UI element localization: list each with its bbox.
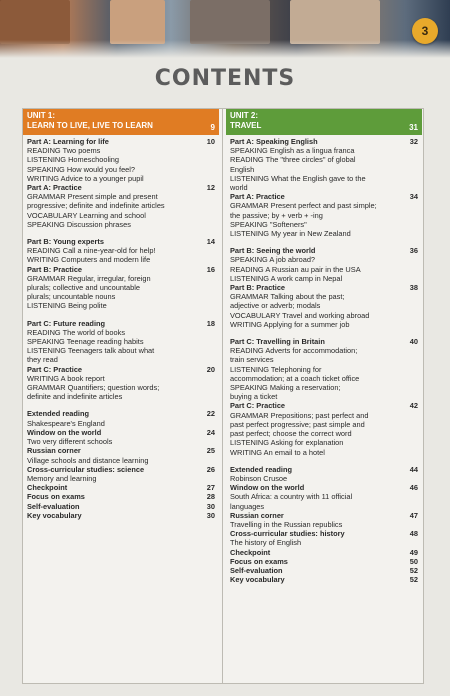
- toc-entry: [27, 183, 215, 192]
- toc-entry-text: English: [230, 164, 255, 174]
- toc-entry-text: SPEAKING A job abroad?: [230, 255, 316, 265]
- toc-entry-text: Key vocabulary: [230, 575, 285, 585]
- photo-girl: [110, 0, 165, 44]
- toc-entry-text: Cross-curricular studies: science: [27, 464, 145, 474]
- toc-entry-page: 46: [409, 483, 418, 493]
- toc-entry-text: Focus on exams: [230, 556, 288, 566]
- toc-entry-page: 34: [409, 192, 418, 202]
- toc-entry-page: 36: [409, 246, 418, 256]
- toc-entry-page: 52: [409, 565, 418, 575]
- toc-entry-text: Russian corner: [27, 446, 81, 456]
- toc-entry-page: 27: [206, 483, 215, 493]
- toc-entry-page: 14: [206, 237, 215, 247]
- toc-entry-text: LISTENING Being polite: [27, 301, 107, 311]
- toc-entry: [27, 211, 215, 220]
- toc-entry-text: LISTENING Teenagers talk about what: [27, 346, 155, 356]
- toc-entry: [27, 392, 215, 401]
- toc-entry: [230, 201, 418, 210]
- toc-entry: [230, 557, 418, 566]
- toc-entry-text: LISTENING What the English gave to the: [230, 173, 366, 183]
- toc-entry-page: 30: [206, 501, 215, 511]
- toc-entry: [27, 474, 215, 483]
- unit2-label: UNIT 2:: [230, 111, 258, 120]
- unit1-entries: [23, 135, 219, 520]
- toc-entry-text: past perfect; choose the correct word: [230, 429, 352, 439]
- toc-entry: [230, 165, 418, 174]
- toc-entry: [230, 183, 418, 192]
- toc-entry: [230, 511, 418, 520]
- toc-entry: [230, 265, 418, 274]
- toc-entry: [230, 229, 418, 238]
- toc-entry: [27, 165, 215, 174]
- toc-entry-text: Two very different schools: [27, 437, 113, 447]
- toc-entry-text: accommodation; at a coach ticket office: [230, 373, 360, 383]
- toc-entry-page: 49: [409, 547, 418, 557]
- toc-entry-page: 42: [409, 401, 418, 411]
- toc-entry-text: Part A: Practice: [27, 183, 82, 193]
- toc-entry-page: 26: [206, 464, 215, 474]
- toc-entry-text: Travelling in the Russian republics: [230, 519, 343, 529]
- toc-entry-text: GRAMMAR Quantifiers; question words;: [27, 383, 160, 393]
- toc-entry-text: READING Call a nine-year-old for help!: [27, 246, 156, 256]
- toc-entry: [230, 438, 418, 447]
- toc-entry: [230, 146, 418, 155]
- toc-entry-page: 10: [206, 137, 215, 146]
- toc-entry-text: WRITING Applying for a summer job: [230, 319, 350, 329]
- toc-entry: [230, 392, 418, 401]
- toc-entry-text: LISTENING Asking for explanation: [230, 438, 344, 448]
- toc-entry: [27, 265, 215, 274]
- toc-entry: [230, 483, 418, 492]
- toc-entry: [27, 246, 215, 255]
- toc-entry: [230, 474, 418, 483]
- toc-entry-page: 28: [206, 492, 215, 502]
- toc-entry-page: 22: [206, 409, 215, 419]
- toc-entry: [27, 146, 215, 155]
- toc-entry: [230, 255, 418, 264]
- toc-entry-text: Part A: Learning for life: [27, 137, 109, 146]
- toc-entry-text: Part B: Practice: [230, 283, 286, 293]
- toc-entry-text: WRITING A book report: [27, 373, 105, 383]
- header-photo-banner: [0, 0, 450, 58]
- toc-entry-text: Window on the world: [230, 483, 305, 493]
- toc-entry: [230, 420, 418, 429]
- toc-entry: [230, 566, 418, 575]
- toc-entry-text: world: [230, 183, 248, 193]
- toc-entry-page: 16: [206, 264, 215, 274]
- toc-entry-text: plurals; collective and uncountable: [27, 283, 140, 293]
- unit2-entries: [226, 135, 422, 584]
- toc-entry: [27, 483, 215, 492]
- unit1-subtitle: LEARN TO LIVE, LIVE TO LEARN: [27, 121, 153, 130]
- toc-entry: [230, 548, 418, 557]
- toc-entry: [27, 437, 215, 446]
- toc-entry-text: The history of English: [230, 538, 302, 548]
- toc-entry: [230, 365, 418, 374]
- toc-entry: [27, 428, 215, 437]
- toc-entry: [27, 174, 215, 183]
- toc-entry-page: 25: [206, 446, 215, 456]
- unit1-label: UNIT 1:: [27, 111, 55, 120]
- unit1-page: 9: [210, 123, 215, 132]
- toc-entry-text: VOCABULARY Travel and working abroad: [230, 310, 370, 320]
- toc-entry-text: South Africa: a country with 11 official: [230, 492, 353, 502]
- toc-entry: [230, 448, 418, 457]
- unit2-column: [226, 109, 422, 584]
- toc-entry: [27, 502, 215, 511]
- unit1-column: [23, 109, 219, 520]
- toc-entry-text: plurals; uncountable nouns: [27, 292, 116, 302]
- toc-entry-text: READING The "three circles" of global: [230, 155, 356, 165]
- toc-entry: [230, 538, 418, 547]
- toc-entry: [27, 355, 215, 364]
- toc-entry: [27, 456, 215, 465]
- toc-entry-text: READING A Russian au pair in the USA: [230, 264, 361, 274]
- toc-entry: [27, 346, 215, 355]
- toc-entry: [27, 155, 215, 164]
- toc-entry: [27, 419, 215, 428]
- toc-entry-page: 48: [409, 529, 418, 539]
- toc-entry-text: Checkpoint: [27, 483, 68, 493]
- toc-entry: [27, 192, 215, 201]
- toc-entry: [230, 492, 418, 501]
- toc-entry: [230, 137, 418, 146]
- toc-entry: [27, 201, 215, 210]
- toc-entry-text: Part A: Practice: [230, 192, 285, 202]
- toc-entry-page: 47: [409, 510, 418, 520]
- toc-entry-text: Part C: Travelling in Britain: [230, 337, 325, 347]
- toc-entry-text: Part B: Seeing the world: [230, 246, 316, 256]
- toc-entry: [27, 328, 215, 337]
- toc-entry: [230, 174, 418, 183]
- toc-entry-text: Shakespeare's England: [27, 418, 105, 428]
- toc-entry: [230, 192, 418, 201]
- toc-entry-text: Part B: Practice: [27, 264, 83, 274]
- toc-entry-text: Key vocabulary: [27, 510, 82, 520]
- toc-entry-text: LISTENING Telephoning for: [230, 364, 322, 374]
- toc-entry-text: Extended reading: [230, 464, 293, 474]
- toc-entry: [27, 374, 215, 383]
- toc-entry-text: GRAMMAR Present simple and present: [27, 192, 158, 202]
- toc-entry: [27, 255, 215, 264]
- toc-entry-text: buying a ticket: [230, 392, 278, 402]
- toc-entry: [27, 220, 215, 229]
- toc-entry-text: Part A: Speaking English: [230, 137, 318, 146]
- toc-entry: [27, 274, 215, 283]
- toc-entry-text: READING Two poems: [27, 146, 101, 156]
- toc-entry: [27, 301, 215, 310]
- toc-entry-text: SPEAKING English as a lingua franca: [230, 146, 355, 156]
- page-number-badge: 3: [412, 18, 438, 44]
- toc-entry-page: 18: [206, 318, 215, 328]
- toc-entry-text: Focus on exams: [27, 492, 85, 502]
- toc-entry: [230, 529, 418, 538]
- unit2-header: [226, 109, 422, 135]
- contents-table: [22, 108, 424, 684]
- toc-entry-text: Part C: Practice: [27, 364, 83, 374]
- toc-entry: [27, 511, 215, 520]
- toc-entry-text: Self-evaluation: [230, 565, 283, 575]
- toc-entry-text: Window on the world: [27, 427, 102, 437]
- photo-car: [0, 0, 70, 44]
- unit2-page: 31: [409, 123, 418, 132]
- toc-entry-text: adjective or adverb; modals: [230, 301, 321, 311]
- toc-entry-text: Memory and learning: [27, 473, 97, 483]
- toc-entry-text: Robinson Crusoe: [230, 473, 288, 483]
- toc-entry: [27, 365, 215, 374]
- toc-entry: [230, 465, 418, 474]
- photo-people: [290, 0, 380, 44]
- toc-entry: [27, 465, 215, 474]
- toc-entry-text: GRAMMAR Present perfect and past simple;: [230, 201, 377, 211]
- toc-entry-page: 38: [409, 283, 418, 293]
- toc-entry: [230, 346, 418, 355]
- toc-entry: [27, 319, 215, 328]
- toc-entry: [230, 429, 418, 438]
- toc-entry-text: LISTENING A work camp in Nepal: [230, 273, 343, 283]
- toc-entry: [230, 220, 418, 229]
- toc-entry: [230, 383, 418, 392]
- toc-entry: [230, 520, 418, 529]
- toc-entry: [27, 283, 215, 292]
- toc-entry-page: 30: [206, 510, 215, 520]
- toc-entry: [27, 409, 215, 418]
- toc-entry: [230, 374, 418, 383]
- toc-entry-text: WRITING An email to a hotel: [230, 447, 325, 457]
- toc-entry: [230, 320, 418, 329]
- toc-entry-text: Part B: Young experts: [27, 237, 104, 247]
- toc-entry-text: languages: [230, 501, 265, 511]
- toc-entry-text: past perfect progressive; past simple and: [230, 419, 365, 429]
- toc-entry: [230, 502, 418, 511]
- toc-entry-text: they read: [27, 355, 58, 365]
- toc-entry: [230, 575, 418, 584]
- toc-entry: [230, 301, 418, 310]
- toc-entry: [27, 292, 215, 301]
- toc-entry-text: the passive; by + verb + -ing: [230, 210, 323, 220]
- toc-entry-page: 12: [206, 183, 215, 193]
- toc-entry-text: Russian corner: [230, 510, 284, 520]
- toc-entry-page: 52: [409, 575, 418, 585]
- toc-entry: [230, 311, 418, 320]
- toc-entry: [27, 237, 215, 246]
- toc-entry-page: 24: [206, 427, 215, 437]
- toc-entry-page: 20: [206, 364, 215, 374]
- toc-entry-text: Part C: Practice: [230, 401, 286, 411]
- toc-entry: [230, 401, 418, 410]
- toc-entry-text: SPEAKING "Softeners": [230, 219, 307, 229]
- toc-entry-text: LISTENING My year in New Zealand: [230, 229, 351, 239]
- toc-entry-text: READING Adverts for accommodation;: [230, 346, 358, 356]
- toc-entry: [27, 446, 215, 455]
- toc-entry-text: SPEAKING Making a reservation;: [230, 383, 341, 393]
- toc-entry-text: LISTENING Homeschooling: [27, 155, 120, 165]
- toc-entry-text: Checkpoint: [230, 547, 271, 557]
- unit2-subtitle: TRAVEL: [230, 121, 262, 130]
- toc-entry: [27, 492, 215, 501]
- toc-entry: [230, 411, 418, 420]
- toc-entry-text: GRAMMAR Talking about the past;: [230, 292, 345, 302]
- toc-entry-text: GRAMMAR Regular, irregular, foreign: [27, 273, 151, 283]
- toc-entry: [27, 137, 215, 146]
- toc-entry-text: train services: [230, 355, 274, 365]
- toc-entry: [230, 283, 418, 292]
- page-title: CONTENTS: [154, 66, 296, 91]
- toc-entry-text: VOCABULARY Learning and school: [27, 210, 146, 220]
- toc-entry-text: Extended reading: [27, 409, 90, 419]
- toc-entry-page: 50: [409, 556, 418, 566]
- toc-entry: [230, 355, 418, 364]
- toc-entry-text: SPEAKING How would you feel?: [27, 164, 136, 174]
- toc-entry: [230, 292, 418, 301]
- toc-entry: [27, 383, 215, 392]
- toc-entry-text: WRITING Computers and modern life: [27, 255, 151, 265]
- toc-entry-text: definite and indefinite articles: [27, 392, 123, 402]
- toc-entry: [230, 274, 418, 283]
- toc-entry-page: 40: [409, 337, 418, 347]
- toc-entry: [230, 211, 418, 220]
- toc-entry-text: READING The world of books: [27, 327, 126, 337]
- toc-entry-text: Self-evaluation: [27, 501, 80, 511]
- toc-entry-page: 44: [409, 464, 418, 474]
- toc-entry: [230, 337, 418, 346]
- toc-entry: [27, 337, 215, 346]
- toc-entry-text: Village schools and distance learning: [27, 455, 149, 465]
- toc-entry-text: progressive; definite and indefinite articles: [27, 201, 165, 211]
- column-divider: [222, 109, 223, 683]
- toc-entry: [230, 155, 418, 164]
- toc-entry-text: SPEAKING Discussion phrases: [27, 219, 131, 229]
- toc-entry-text: Cross-curricular studies: history: [230, 529, 345, 539]
- photo-house: [190, 0, 270, 44]
- toc-entry-text: SPEAKING Teenage reading habits: [27, 337, 144, 347]
- toc-entry: [230, 246, 418, 255]
- toc-entry-text: Part C: Future reading: [27, 318, 106, 328]
- unit1-header: [23, 109, 219, 135]
- toc-entry-text: WRITING Advice to a younger pupil: [27, 173, 144, 183]
- toc-entry-page: 32: [409, 137, 418, 146]
- toc-entry-text: GRAMMAR Prepositions; past perfect and: [230, 410, 369, 420]
